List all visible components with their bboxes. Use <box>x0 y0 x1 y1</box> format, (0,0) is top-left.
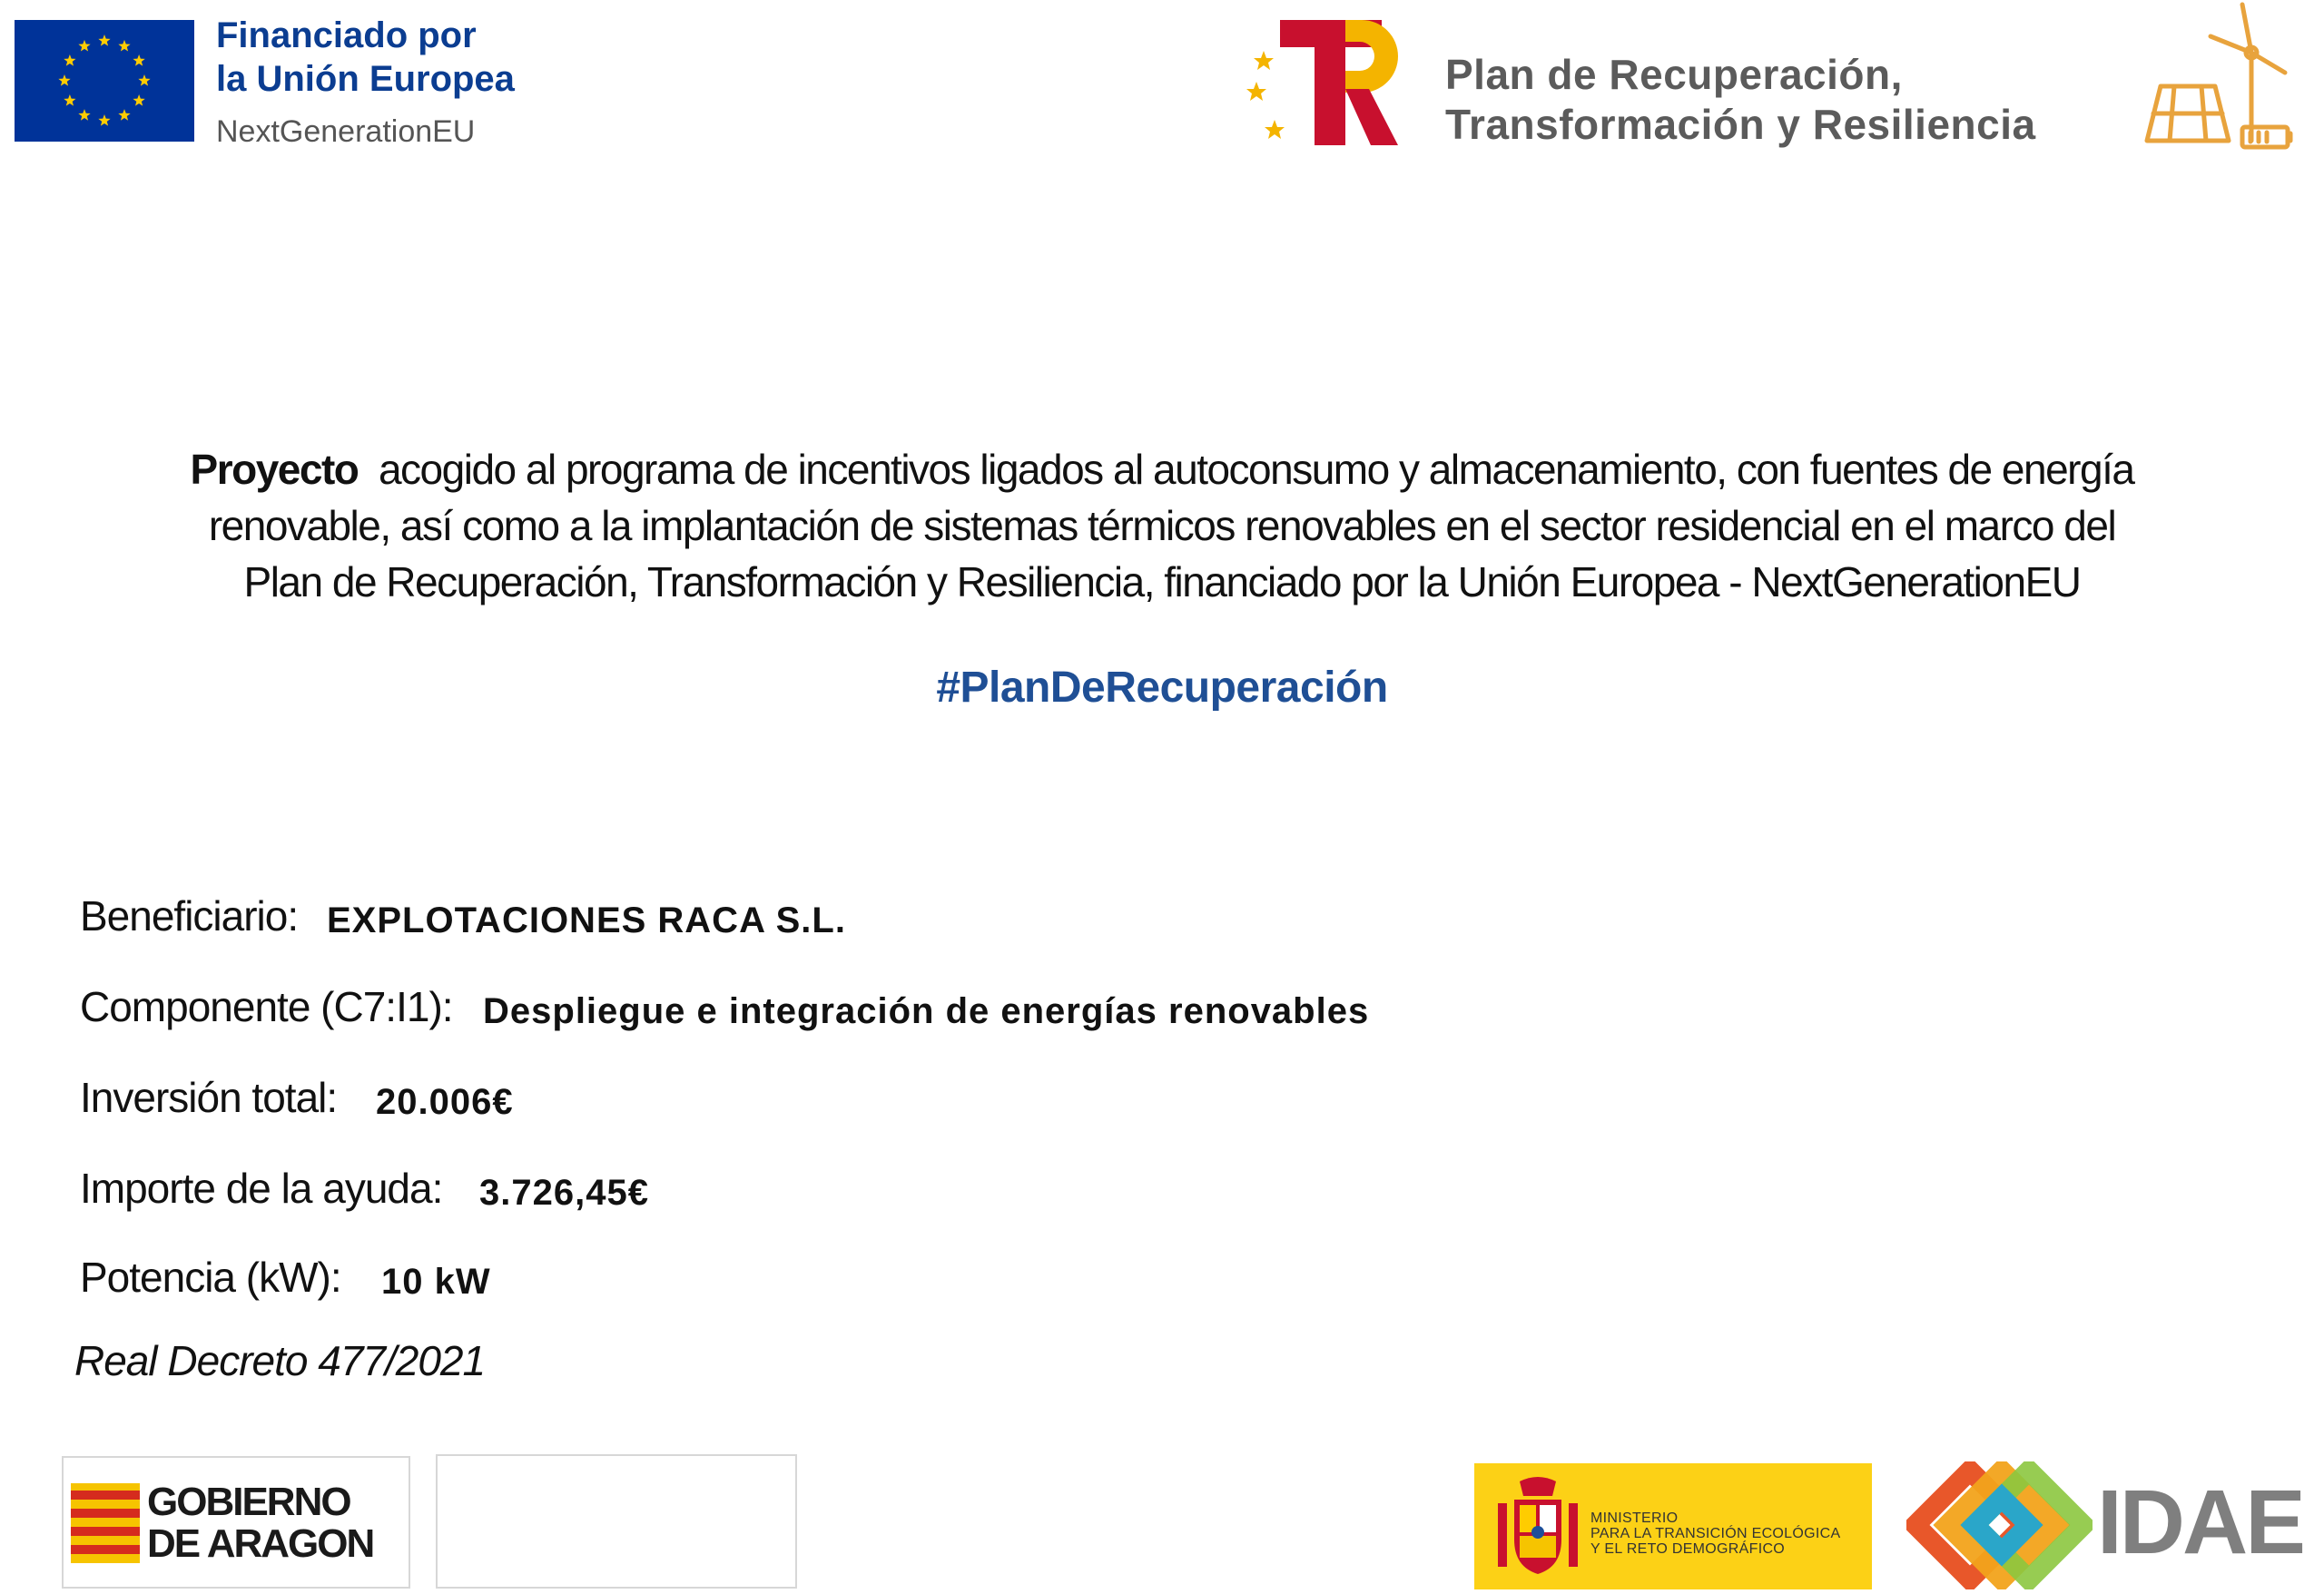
ministry-logo <box>1474 1463 1872 1589</box>
hashtag: #PlanDeRecuperación <box>936 664 1388 712</box>
component-value: Despliegue e integración de energías renovables <box>483 991 1370 1031</box>
eu-star-icon <box>58 74 70 86</box>
prtr-logo-icon <box>1244 18 1407 150</box>
aragon-text <box>147 1481 373 1565</box>
spain-coat-of-arms-icon <box>1492 1476 1583 1578</box>
eu-star-icon <box>78 109 90 121</box>
royal-decree: Real Decreto 477/2021 <box>74 1337 486 1384</box>
prtr-title-line2: Transformación y Resiliencia <box>1445 101 2036 148</box>
eu-star-icon <box>64 54 75 66</box>
ministry-line1: MINISTERIO <box>1590 1510 1679 1526</box>
eu-star-icon <box>98 34 110 46</box>
idae-logo-icon <box>1906 1461 2093 1589</box>
power-label: Potencia (kW): <box>80 1254 341 1301</box>
intro-bold-word: Proyecto <box>190 446 359 493</box>
beneficiary-label: Beneficiario: <box>80 892 299 940</box>
eu-star-icon <box>64 94 75 106</box>
ministry-line2: PARA LA TRANSICIÓN ECOLÓGICA <box>1590 1526 1841 1541</box>
eu-star-icon <box>133 54 144 66</box>
eu-funding-line2: la Unión Europea <box>216 59 515 99</box>
aragon-line2: DE ARAGON <box>147 1521 374 1566</box>
eu-star-icon <box>138 74 150 86</box>
aid-amount-label: Importe de la ayuda: <box>80 1165 443 1212</box>
empty-logo-box <box>436 1454 797 1589</box>
eu-star-icon <box>78 40 90 52</box>
total-investment-value: 20.006€ <box>376 1082 514 1122</box>
eu-star-icon <box>118 40 130 52</box>
intro-line-2: renovable, así como a la implantación de sistemas térmicos renovables en el sector residencial en el marco del <box>208 502 2116 549</box>
intro-line-3: Plan de Recuperación, Transformación y Resiliencia, financiado por la Unión Europea - NextGenerationEU <box>243 558 2081 605</box>
wind-solar-battery-icon <box>2138 0 2297 154</box>
aid-amount-value: 3.726,45€ <box>479 1173 649 1213</box>
intro-line-1-text: acogido al programa de incentivos ligados al autoconsumo y almacenamiento, con fuentes de energía <box>378 446 2134 493</box>
intro-line-1 <box>73 441 2251 497</box>
eu-funding-line3: NextGenerationEU <box>216 114 476 149</box>
aragon-line1: GOBIERNO <box>147 1480 350 1524</box>
prtr-title-line1: Plan de Recuperación, <box>1445 51 1903 98</box>
aragon-flag-icon <box>71 1483 140 1563</box>
eu-funding-line1: Financiado por <box>216 15 477 55</box>
idae-text: IDAE <box>2097 1471 2303 1573</box>
component-label: Componente (C7:I1): <box>80 983 453 1030</box>
eu-flag-icon <box>15 20 194 142</box>
total-investment-label: Inversión total: <box>80 1074 338 1121</box>
project-description <box>73 441 2251 610</box>
eu-star-icon <box>98 114 110 126</box>
ministry-line3: Y EL RETO DEMOGRÁFICO <box>1590 1541 1786 1557</box>
power-value: 10 kW <box>381 1262 491 1302</box>
eu-star-icon <box>118 109 130 121</box>
beneficiary-value: EXPLOTACIONES RACA S.L. <box>327 900 846 940</box>
eu-star-icon <box>133 94 144 106</box>
gobierno-aragon-logo <box>62 1456 410 1589</box>
ministry-name <box>1590 1510 1840 1557</box>
